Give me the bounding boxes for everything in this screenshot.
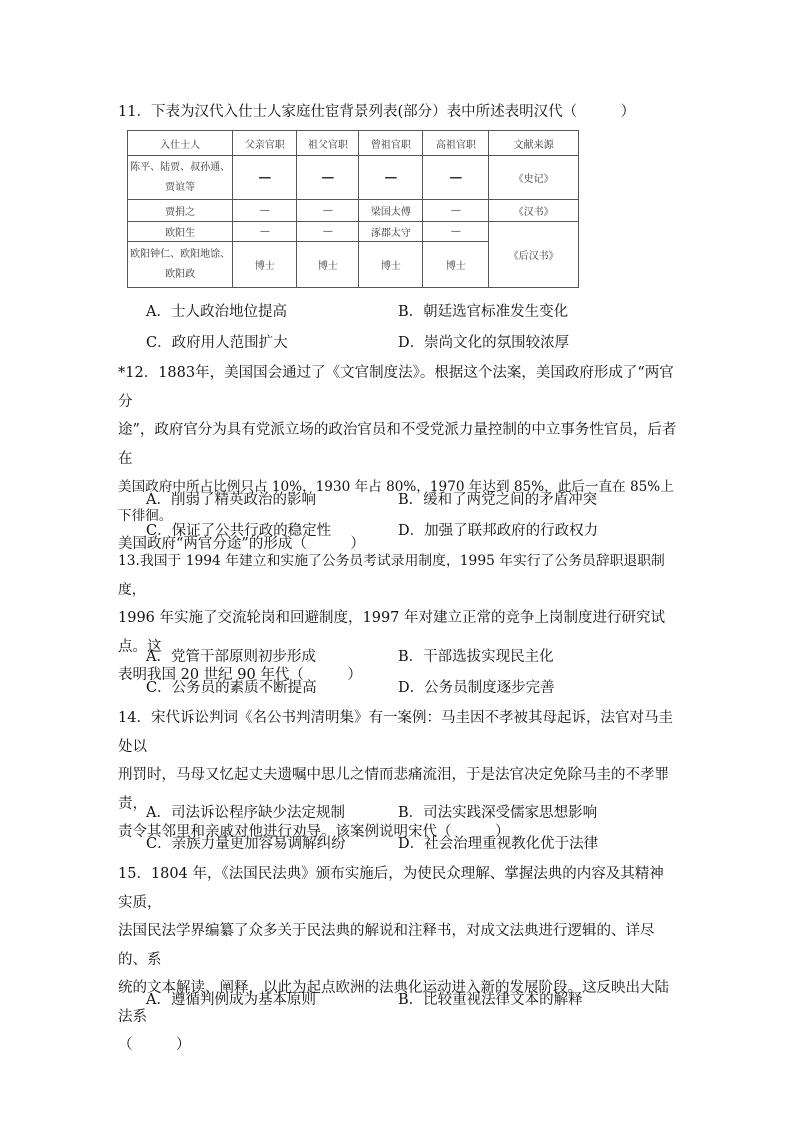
stem-line: 14．宋代诉讼判词《名公书判清明集》有一案例：马圭因不孝被其母起诉，法官对马圭处以	[118, 710, 673, 755]
stem-line: 美国政府中所占比例只占 10%，1930 年占 80%，1970 年达到 85%，此后一直在 85%上下徘徊。	[118, 479, 674, 524]
q13-option-d[interactable]: D．公务员制度逐步完善	[398, 680, 555, 696]
officials-table	[127, 130, 579, 288]
table-cell: 《汉书》	[489, 200, 579, 222]
q11-option-d[interactable]: D．崇尚文化的氛围较浓厚	[398, 335, 570, 351]
table-cell: —	[423, 222, 489, 242]
stem-line: 责令其邻里和亲戚对他进行劝导。该案例说明宋代（ ）	[118, 824, 510, 840]
table-cell: —	[233, 156, 297, 200]
table-cell: —	[297, 156, 359, 200]
table-header: 曾祖官职	[359, 131, 423, 156]
stem-line: *12．1883年，美国国会通过了《文官制度法》。根据这个法案，美国政府形成了“两官分	[118, 365, 674, 410]
table-cell: 欧阳生	[128, 222, 233, 242]
stem-line: 13.我国于 1994 年建立和实施了公务员考试录用制度，1995 年实行了公务员辞职退职制度，	[118, 553, 665, 598]
q14-option-b[interactable]: B．司法实践深受儒家思想影响	[398, 805, 598, 821]
table-cell: —	[423, 200, 489, 222]
stem-line: 美国政府“两官分途”的形成（ ）	[118, 536, 365, 552]
q11-option-a[interactable]: A．士人政治地位提高	[146, 304, 287, 320]
q14-option-d[interactable]: D．社会治理重视教化优于法律	[398, 836, 599, 852]
q12-option-a[interactable]: A．削弱了精英政治的影响	[146, 492, 316, 508]
table-cell: —	[297, 222, 359, 242]
table-row	[128, 156, 579, 200]
table-header: 入仕士人	[128, 131, 233, 156]
q11-option-c[interactable]: C．政府用人范围扩大	[146, 335, 288, 351]
table-header: 文献来源	[489, 131, 579, 156]
table-cell: 贾捐之	[128, 200, 233, 222]
table-row	[128, 222, 579, 242]
table-cell: 陈平、陆贾、叔孙通、贾谊等	[128, 156, 233, 200]
q13-option-a[interactable]: A．党管干部原则初步形成	[146, 649, 316, 665]
table-cell: 博士	[359, 242, 423, 288]
table-cell: —	[233, 200, 297, 222]
table-cell: —	[233, 222, 297, 242]
table-header: 父亲官职	[233, 131, 297, 156]
table-cell: 博士	[423, 242, 489, 288]
q13-option-b[interactable]: B．干部选拔实现民主化	[398, 649, 554, 665]
stem-line: 刑罚时，马母又忆起丈夫遗嘱中思儿之情而悲痛流泪，于是法官决定免除马圭的不孝罪责，	[118, 767, 669, 812]
q12-option-c[interactable]: C．保证了公共行政的稳定性	[146, 523, 332, 539]
table-header: 祖父官职	[297, 131, 359, 156]
stem-line: 途”，政府官分为具有党派立场的政治官员和不受党派力量控制的中立事务性官员，后者在	[118, 422, 677, 467]
q11-option-b[interactable]: B．朝廷选官标准发生变化	[398, 304, 569, 320]
question-14-stem	[118, 704, 678, 847]
table-cell: —	[359, 156, 423, 200]
table-cell: 博士	[233, 242, 297, 288]
table-cell: 涿郡太守	[359, 222, 423, 242]
question-13-stem	[118, 547, 678, 690]
table-cell: 《后汉书》	[489, 222, 579, 288]
q15-option-a[interactable]: A．遵循判例成为基本原则	[146, 992, 316, 1008]
q14-option-a[interactable]: A．司法诉讼程序缺少法定规制	[146, 805, 345, 821]
table-header: 高祖官职	[423, 131, 489, 156]
question-15-stem	[118, 860, 678, 1060]
question-11-stem: 11．下表为汉代入仕士人家庭仕宦背景列表(部分）表中所述表明汉代（ ）	[118, 104, 636, 120]
stem-line: 表明我国 20 世纪 90 年代（ ）	[118, 667, 362, 683]
table-cell: 博士	[297, 242, 359, 288]
q12-option-d[interactable]: D．加强了联邦政府的行政权力	[398, 523, 599, 539]
stem-line: 法国民法学界编纂了众多关于民法典的解说和注释书，对成文法典进行逻辑的、详尽的、系	[118, 923, 655, 968]
table-cell: —	[297, 200, 359, 222]
q15-option-b[interactable]: B．比较重视法律文本的解释	[398, 992, 583, 1008]
table-cell: —	[423, 156, 489, 200]
table-row	[128, 200, 579, 222]
table-cell: 欧阳钟仁、欧阳地馀、欧阳政	[128, 242, 233, 288]
stem-line: （ ）	[118, 1037, 191, 1053]
q12-option-b[interactable]: B．缓和了两党之间的矛盾冲突	[398, 492, 598, 508]
table-cell: 梁国太傅	[359, 200, 423, 222]
stem-line: 统的文本解读、阐释，以此为起点欧洲的法典化运动进入新的发展阶段。这反映出大陆法系	[118, 980, 669, 1025]
q13-option-c[interactable]: C．公务员的素质不断提高	[146, 680, 317, 696]
table-cell: 《史记》	[489, 156, 579, 200]
stem-line: 15．1804 年，《法国民法典》颁布实施后，为使民众理解、掌握法典的内容及其精神实质，	[118, 866, 664, 911]
stem-line: 1996 年实施了交流轮岗和回避制度，1997 年对建立正常的竞争上岗制度进行研究试点。这	[118, 610, 666, 655]
q14-option-c[interactable]: C．亲族力量更加容易调解纠纷	[146, 836, 346, 852]
